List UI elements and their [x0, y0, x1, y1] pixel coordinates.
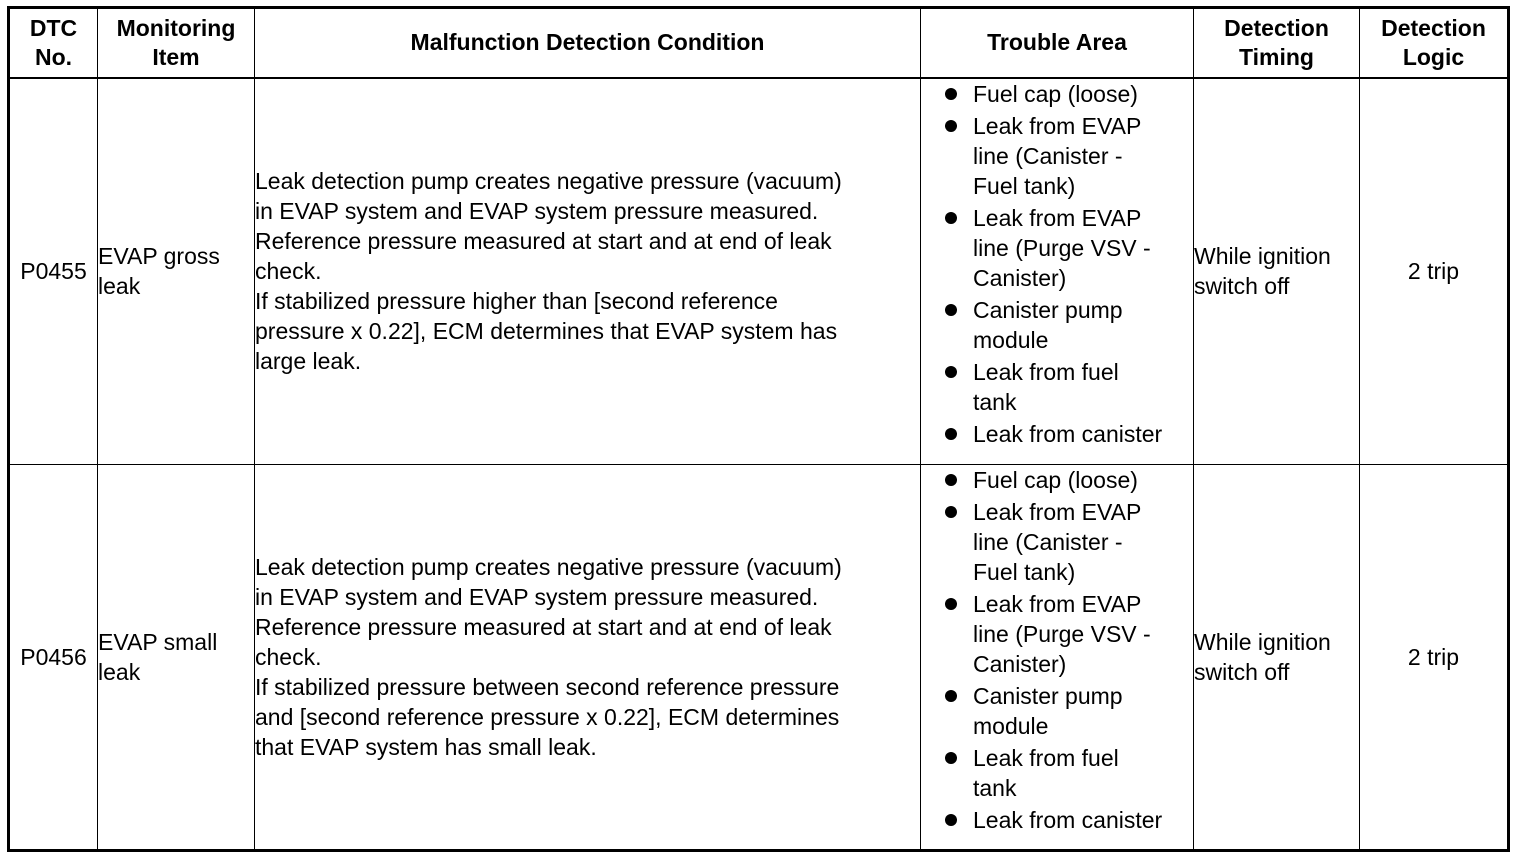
trouble-area — [921, 464, 1194, 851]
condition-line: that EVAP system has small leak. — [255, 733, 597, 760]
trouble-area-line: Leak from EVAP — [973, 112, 1142, 139]
detection-condition — [255, 78, 921, 465]
trouble-area-item — [921, 111, 1193, 201]
trouble-area-line: Leak from fuel — [973, 358, 1119, 385]
trouble-area-item — [921, 79, 1193, 109]
trouble-area-line: Fuel tank) — [973, 172, 1076, 199]
timing-line: While ignition — [1194, 628, 1331, 655]
header-dtc-no-line: DTC — [29, 14, 78, 41]
trouble-area-line: Canister pump — [973, 296, 1123, 323]
condition-line: Reference pressure measured at start and at end of leak — [255, 228, 832, 254]
trouble-area-item — [921, 295, 1193, 355]
trouble-area-line: Canister) — [973, 264, 1067, 291]
condition-line: If stabilized pressure higher than [second reference — [255, 288, 778, 314]
timing-line: switch off — [1194, 273, 1290, 299]
trouble-area — [921, 78, 1194, 465]
header-logic — [1360, 8, 1509, 78]
bullet-icon — [945, 366, 957, 378]
header-timing — [1194, 8, 1360, 78]
trouble-area-line: Canister pump — [973, 682, 1123, 709]
condition-line: check. — [255, 643, 322, 670]
trouble-area-list — [921, 79, 1193, 449]
detection-condition — [255, 464, 921, 851]
bullet-icon — [945, 304, 957, 316]
bullet-icon — [945, 212, 957, 224]
timing-line: switch off — [1194, 658, 1290, 685]
trouble-area-line: line (Purge VSV - — [973, 234, 1151, 261]
dtc-table — [7, 6, 1510, 852]
detection-logic: 2 trip — [1360, 464, 1509, 851]
trouble-area-item — [921, 419, 1193, 449]
header-monitoring-item-line: Item — [152, 43, 200, 70]
trouble-area-line: Leak from canister — [973, 420, 1163, 447]
trouble-area-list — [921, 465, 1193, 835]
condition-line: Leak detection pump creates negative pressure (vacuum) — [255, 168, 842, 194]
table-row — [9, 78, 1509, 465]
trouble-area-line: tank — [973, 388, 1017, 415]
dtc-code: P0455 — [9, 78, 98, 465]
table-row — [9, 464, 1509, 851]
trouble-area-line: line (Purge VSV - — [973, 620, 1151, 647]
monitoring-item — [98, 78, 255, 465]
bullet-icon — [945, 690, 957, 702]
bullet-icon — [945, 428, 957, 440]
timing-line: While ignition — [1194, 243, 1331, 269]
detection-timing — [1194, 464, 1360, 851]
header-dtc-no-line: No. — [34, 43, 73, 70]
header-row — [9, 8, 1509, 78]
monitoring-item-line: EVAP gross — [98, 243, 220, 269]
trouble-area-item — [921, 357, 1193, 417]
condition-line: and [second reference pressure x 0.22], ECM determines — [255, 703, 840, 730]
trouble-area-line: Leak from EVAP — [973, 204, 1142, 231]
trouble-area-item — [921, 681, 1193, 741]
header-dtc-no — [9, 8, 98, 78]
trouble-area-line: Fuel cap (loose) — [973, 466, 1138, 493]
detection-timing — [1194, 78, 1360, 465]
bullet-icon — [945, 474, 957, 486]
bullet-icon — [945, 120, 957, 132]
trouble-area-line: module — [973, 712, 1049, 739]
dtc-code: P0456 — [9, 464, 98, 851]
monitoring-item — [98, 464, 255, 851]
condition-line: large leak. — [255, 348, 362, 374]
condition-line: Reference pressure measured at start and at end of leak — [255, 613, 832, 640]
bullet-icon — [945, 752, 957, 764]
header-trouble-area: Trouble Area — [921, 8, 1194, 78]
header-monitoring-item — [98, 8, 255, 78]
trouble-area-line: Leak from EVAP — [973, 590, 1142, 617]
header-logic-line: Detection — [1381, 14, 1486, 41]
monitoring-item-line: leak — [98, 273, 141, 299]
condition-line: in EVAP system and EVAP system pressure measured. — [255, 198, 819, 224]
trouble-area-line: Fuel cap (loose) — [973, 80, 1138, 107]
header-timing-line: Detection — [1224, 14, 1329, 41]
condition-line: check. — [255, 258, 322, 284]
bullet-icon — [945, 598, 957, 610]
bullet-icon — [945, 814, 957, 826]
detection-logic: 2 trip — [1360, 78, 1509, 465]
condition-line: If stabilized pressure between second reference pressure — [255, 673, 840, 700]
trouble-area-line: Fuel tank) — [973, 558, 1076, 585]
header-condition: Malfunction Detection Condition — [255, 8, 921, 78]
trouble-area-line: module — [973, 326, 1049, 353]
trouble-area-item — [921, 589, 1193, 679]
bullet-icon — [945, 506, 957, 518]
header-monitoring-item-line: Monitoring — [116, 14, 236, 41]
trouble-area-line: line (Canister - — [973, 142, 1123, 169]
header-timing-line: Timing — [1239, 43, 1314, 70]
condition-line: pressure x 0.22], ECM determines that EVAP system has — [255, 318, 838, 344]
trouble-area-item — [921, 203, 1193, 293]
trouble-area-item — [921, 743, 1193, 803]
trouble-area-line: Leak from fuel — [973, 744, 1119, 771]
trouble-area-item — [921, 465, 1193, 495]
condition-line: Leak detection pump creates negative pressure (vacuum) — [255, 553, 842, 580]
trouble-area-line: Leak from canister — [973, 806, 1163, 833]
trouble-area-line: line (Canister - — [973, 528, 1123, 555]
trouble-area-line: Leak from EVAP — [973, 498, 1142, 525]
header-logic-line: Logic — [1402, 43, 1465, 70]
trouble-area-item — [921, 805, 1193, 835]
trouble-area-line: Canister) — [973, 650, 1067, 677]
trouble-area-line: tank — [973, 774, 1017, 801]
trouble-area-item — [921, 497, 1193, 587]
bullet-icon — [945, 88, 957, 100]
monitoring-item-line: leak — [98, 658, 141, 685]
condition-line: in EVAP system and EVAP system pressure measured. — [255, 583, 819, 610]
monitoring-item-line: EVAP small — [98, 628, 218, 655]
